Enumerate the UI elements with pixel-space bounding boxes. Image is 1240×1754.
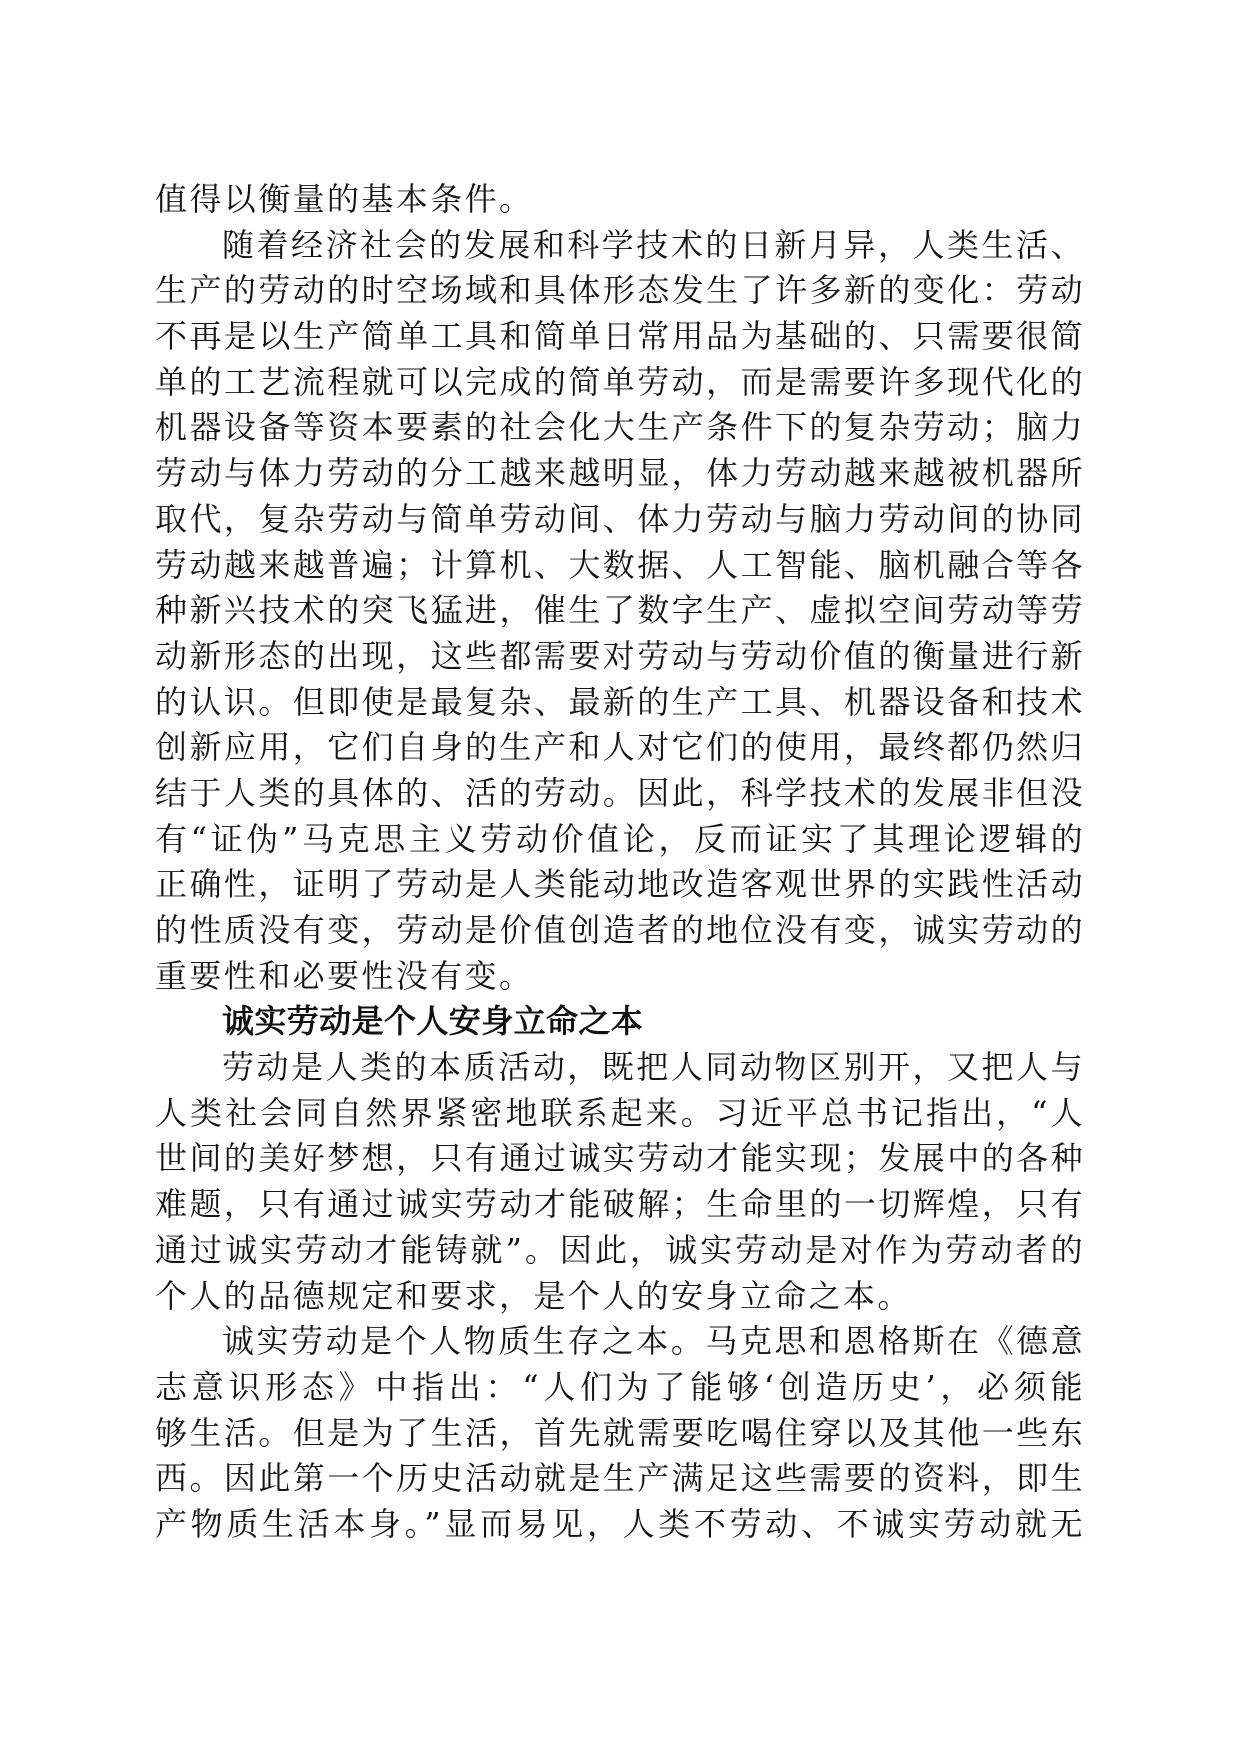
text-line: 不再是以生产简单工具和简单日常用品为基础的、只需要很简 — [155, 317, 1085, 356]
text-line: 正确性，证明了劳动是人类能动地改造客观世界的实践性活动 — [155, 865, 1085, 904]
text-line: 结于人类的具体的、活的劳动。因此，科学技术的发展非但没 — [155, 773, 1085, 812]
text-line: 机器设备等资本要素的社会化大生产条件下的复杂劳动；脑力 — [155, 408, 1085, 447]
text-line: 志意识形态》中指出：“人们为了能够‘创造历史’，必须能 — [155, 1367, 1085, 1406]
paragraph-first-line: 诚实劳动是个人物质生存之本。马克思和恩格斯在《德意 — [222, 1322, 1085, 1361]
text-line: 种新兴技术的突飞猛进，催生了数字生产、虚拟空间劳动等劳 — [155, 591, 1085, 630]
text-line: 人类社会同自然界紧密地联系起来。习近平总书记指出，“人 — [155, 1093, 1085, 1132]
text-line: 的认识。但即使是最复杂、最新的生产工具、机器设备和技术 — [155, 682, 1085, 721]
text-line: 值得以衡量的基本条件。 — [155, 180, 534, 218]
text-line: 有“证伪”马克思主义劳动价值论，反而证实了其理论逻辑的 — [155, 819, 1085, 858]
text-line: 世间的美好梦想，只有通过诚实劳动才能实现；发展中的各种 — [155, 1139, 1085, 1178]
text-line: 生产的劳动的时空场域和具体形态发生了许多新的变化：劳动 — [155, 271, 1085, 310]
text-line: 的性质没有变，劳动是价值创造者的地位没有变，诚实劳动的 — [155, 911, 1085, 949]
text-line: 动新形态的出现，这些都需要对劳动与劳动价值的衡量进行新 — [155, 636, 1085, 675]
text-line: 创新应用，它们自身的生产和人对它们的使用，最终都仍然归 — [155, 728, 1085, 767]
text-line: 单的工艺流程就可以完成的简单劳动，而是需要许多现代化的 — [155, 362, 1085, 401]
paragraph-last-line: 重要性和必要性没有变。 — [155, 956, 534, 995]
paragraph-first-line: 劳动是人类的本质活动，既把人同动物区别开，又把人与 — [222, 1048, 1085, 1087]
text-line: 劳动越来越普遍；计算机、大数据、人工智能、脑机融合等各 — [155, 545, 1085, 584]
text-line: 取代，复杂劳动与简单劳动间、体力劳动与脑力劳动间的协同 — [155, 499, 1085, 538]
text-line: 通过诚实劳动才能铸就”。因此，诚实劳动是对作为劳动者的 — [155, 1230, 1085, 1269]
paragraph-first-line: 随着经济社会的发展和科学技术的日新月异，人类生活、 — [222, 225, 1085, 264]
text-line: 西。因此第一个历史活动就是生产满足这些需要的资料，即生 — [155, 1459, 1085, 1498]
text-line: 够生活。但是为了生活，首先就需要吃喝住穿以及其他一些东 — [155, 1413, 1085, 1452]
paragraph-last-line: 个人的品德规定和要求，是个人的安身立命之本。 — [155, 1276, 912, 1315]
text-line: 产物质生活本身。”显而易见，人类不劳动、不诚实劳动就无 — [155, 1504, 1085, 1543]
text-line: 劳动与体力劳动的分工越来越明显，体力劳动越来越被机器所 — [155, 454, 1085, 493]
section-heading: 诚实劳动是个人安身立命之本 — [222, 1002, 644, 1041]
document-body — [155, 177, 1085, 1548]
text-line: 难题，只有通过诚实劳动才能破解；生命里的一切辉煌，只有 — [155, 1185, 1085, 1224]
